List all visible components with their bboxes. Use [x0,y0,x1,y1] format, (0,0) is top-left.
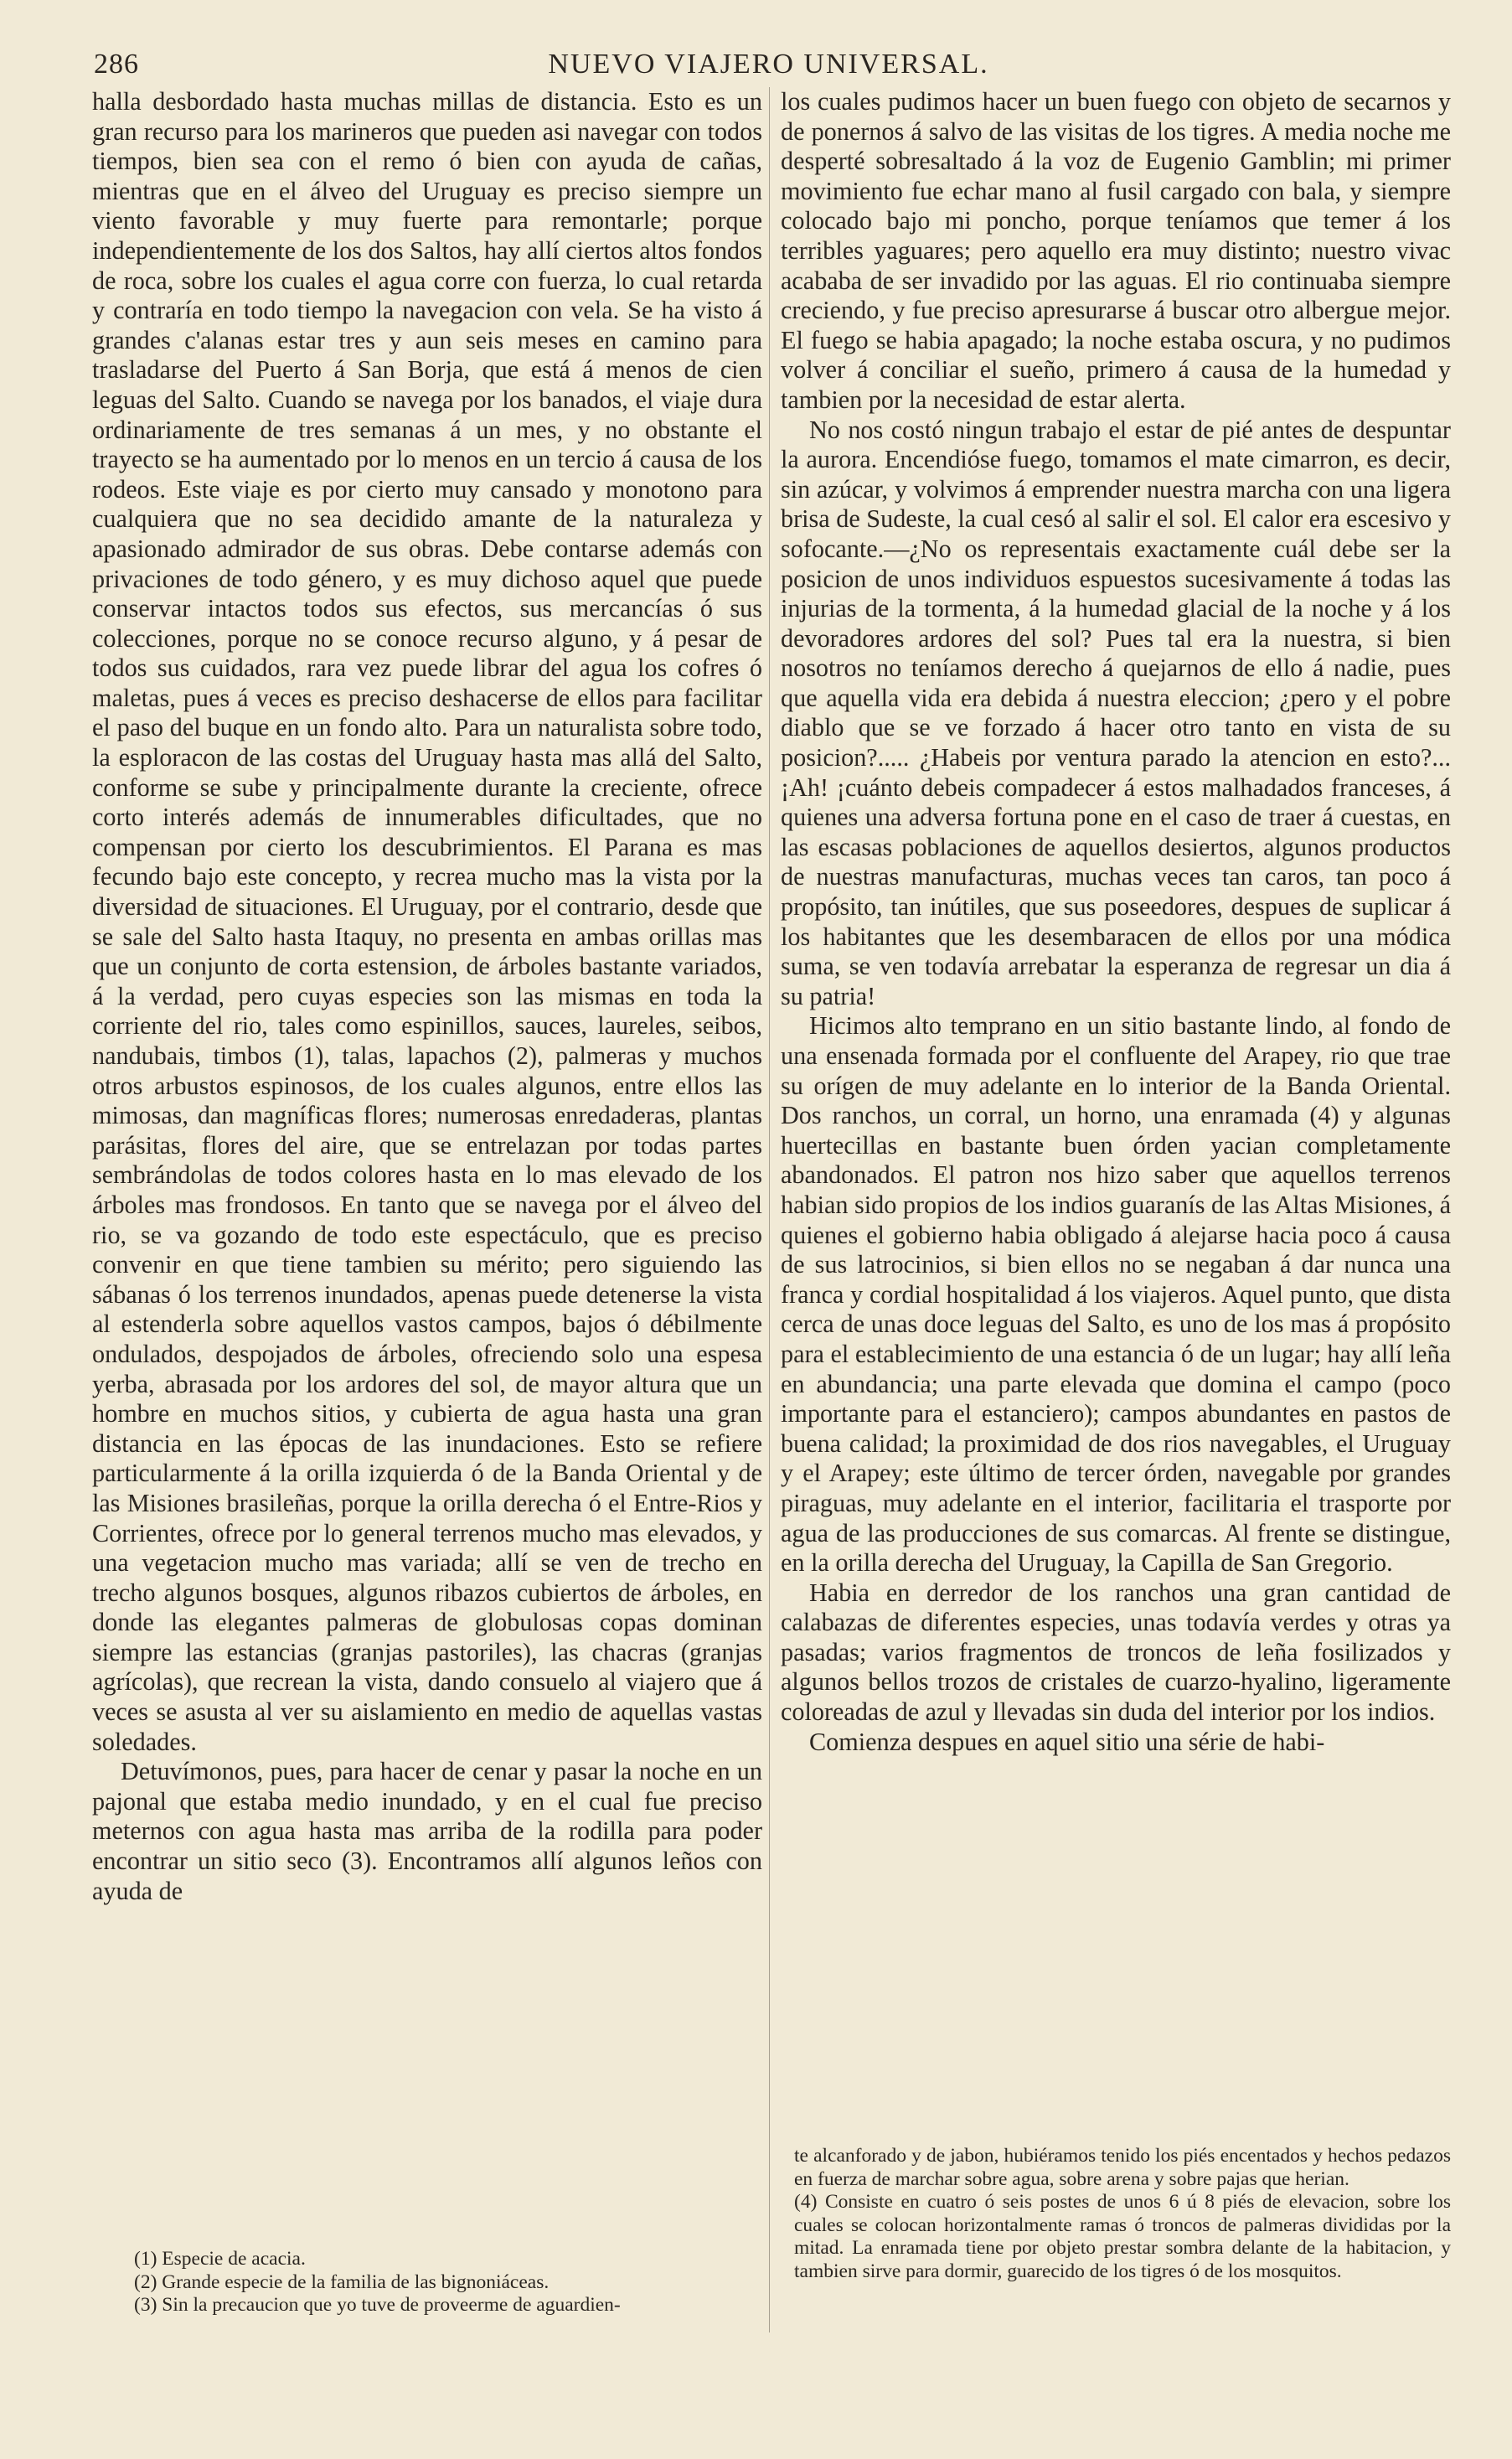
right-paragraph-5: Comienza despues en aquel sitio una série de habi- [809,1727,1325,1756]
page-header [92,49,1445,89]
footnote-3-continued: te alcanforado y de jabon, hubiéramos tenido los piés encentados y hechos pedazos en fuerza de marchar sobre agua, sobre arena y sobre pajas que herian. [794,2145,1451,2190]
left-column [92,87,762,1906]
page-number: 286 [94,49,139,80]
footnotes-left [134,2248,762,2317]
left-paragraph-1: halla desbordado hasta muchas millas de distancia. Esto es un gran recurso para los marineros que pueden asi navegar con todos tiempos, bien sea con el remo ó bien con ayuda de cañas, mientras que en el álveo del Uruguay es preciso siempre un viento favorable y muy fuerte para remontarle; porque independientemente de los dos Saltos, hay allí ciertos altos fondos de roca, sobre los cuales el agua corre con fuerza, lo cual retarda y contraría en todo tiempo la navegacion con vela. Se ha visto á grandes c'alanas estar tres y aun seis meses en camino para trasladarse del Puerto á San Borja, que está á menos de cien leguas del Salto. Cuando se navega por los banados, el viaje dura ordinariamente de tres semanas á un mes, y no obstante el trayecto se ha aumentado por lo menos en un tercio á causa de los rodeos. Este viaje es por cierto muy cansado y monotono para cualquiera que no sea decidido amante de la naturaleza y apasionado admirador de sus obras. Debe contarse además con privaciones de todo género, y es muy dichoso aquel que puede conservar intactos todos sus efectos, sus mercancías ó sus colecciones, porque no se conoce recurso alguno, y á pesar de todos sus cuidados, rara vez puede librar del agua los cofres ó maletas, pues á veces es preciso deshacerse de ellos para facilitar el paso del buque en un fondo alto. Para un naturalista sobre todo, la esploracon de las costas del Uruguay hasta mas allá del Salto, conforme se sube y principalmente durante la creciente, ofrece corto interés además de innumerables dificultades, que no compensan por cierto los descubrimientos. El Parana es mas fecundo bajo este concepto, y recrea mucho mas la vista por la diversidad de situaciones. El Uruguay, por el contrario, desde que se sale del Salto hasta Itaquy, no presenta en ambas orillas mas que un conjunto de corta estension, de árboles bastante variados, á la verdad, pero cuyas especies son las mismas en toda la corriente del rio, tales como espinillos, sauces, laureles, seibos, nandubais, timbos (1), talas, lapachos (2), palmeras y muchos otros arbustos espinosos, de los cuales algunos, entre ellos las mimosas, dan magníficas flores; numerosas enredaderas, plantas parásitas, flores del aire, que se entrelazan por todas partes sembrándolas de todos colores hasta en lo mas elevado de los árboles mas frondosos. En tanto que se navega por el álveo del rio, se va gozando de todo este espectáculo, que es preciso convenir en que tiene tambien su mérito; pero siguiendo las sábanas ó los terrenos inundados, apenas puede detenerse la vista al estenderla sobre aquellos vastos campos, bajos ó débilmente ondulados, despojados de árboles, ofreciendo solo una espesa yerba, abrasada por los ardores del sol, de mayor altura que un hombre en muchos sitios, y cubierta de agua hasta una gran distancia en las épocas de las inundaciones. Esto se refiere particularmente á la orilla izquierda ó de la Banda Oriental y de las Misiones brasileñas, porque la orilla derecha ó el Entre-Rios y Corrientes, ofrece por lo general terrenos mucho mas elevados, y una vegetacion mucho mas variada; allí se ven de trecho en trecho algunos bosques, algunos ribazos cubiertos de árboles, en donde las elegantes palmeras de globulosas copas dominan siempre las estancias (granjas pastoriles), las chacras (granjas agrícolas), que recrean la vista, dando consuelo al viajero que á veces se asusta al ver su aislamiento en medio de aquellas vastas soledades. [92,87,762,1756]
right-column [781,87,1451,1757]
footnote-1: (1) Especie de acacia. [134,2248,306,2270]
right-paragraph-1: los cuales pudimos hacer un buen fuego con objeto de secarnos y de ponernos á salvo de las visitas de los tigres. A media noche me desperté sobresaltado á la voz de Eugenio Gamblin; mi primer movimiento fue echar mano al fusil cargado con bala, y siempre colocado bajo mi poncho, porque teníamos que temer á los terribles yaguares; pero aquello era muy distinto; nuestro vivac acababa de ser invadido por las aguas. El rio continuaba siempre creciendo, y fue preciso apresurarse á buscar otro albergue mejor. El fuego se habia apagado; la noche estaba oscura, y no pudimos volver á conciliar el sueño, primero á causa de la humedad y tambien por la necesidad de estar alerta. [781,87,1451,414]
footnotes-right [794,2145,1451,2283]
column-divider [769,87,770,2332]
right-paragraph-2: No nos costó ningun trabajo el estar de pié antes de despuntar la aurora. Encendióse fuego, tomamos el mate cimarron, es decir, sin azúcar, y volvimos á emprender nuestra marcha con una ligera brisa de Sudeste, la cual cesó al salir el sol. El calor era escesivo y sofocante.—¿No os representais exactamente cuál debe ser la posicion de unos individuos espuestos sucesivamente á todas las injurias de la tormenta, á la humedad glacial de la noche y á los devoradores ardores del sol? Pues tal era la nuestra, si bien nosotros no teníamos derecho á quejarnos de ello á nadie, pues que aquella vida era debida á nuestra eleccion; ¿pero y el pobre diablo que se ve forzado á hacer otro tanto en vista de su posicion?..... ¿Habeis por ventura parado la atencion en esto?... ¡Ah! ¡cuánto debeis compadecer á estos malhadados franceses, á quienes una adversa fortuna pone en el caso de traer á cuestas, en las escasas poblaciones de aquellos desiertos, algunos productos de nuestras manufacturas, muchas veces tan caros, tan poco á propósito, tan inútiles, que sus poseedores, despues de suplicar á los habitantes que les desembaracen de ellos por una módica suma, se ven todavía arrebatar la esperanza de regresar un dia á su patria! [781,415,1451,1010]
footnote-3: (3) Sin la precaucion que yo tuve de proveerme de aguardien- [134,2294,621,2316]
footnote-2: (2) Grande especie de la familia de las bignoniáceas. [134,2270,550,2293]
left-paragraph-2: Detuvímonos, pues, para hacer de cenar y pasar la noche en un pajonal que estaba medio inundado, y en el cual fue preciso meternos con agua hasta mas arriba de la rodilla para poder encontrar un sitio seco (3). Encontramos allí algunos leños con ayuda de [92,1757,762,1905]
footnote-4: (4) Consiste en cuatro ó seis postes de unos 6 ú 8 piés de elevacion, sobre los cuales se colocan horizontalmente ramas ó troncos de palmeras divididas por la mitad. La enramada tiene por objeto prestar sombra delante de la habitacion, y tambien sirve para dormir, guarecido de los tigres ó de los mosquitos. [794,2191,1451,2282]
right-paragraph-3: Hicimos alto temprano en un sitio bastante lindo, al fondo de una ensenada formada por el confluente del Arapey, rio que trae su orígen de muy adelante en lo interior de la Banda Oriental. Dos ranchos, un corral, un horno, una enramada (4) y algunas huertecillas en bastante buen órden yacian completamente abandonados. El patron nos hizo saber que aquellos terrenos habian sido propios de los indios guaranís de las Altas Misiones, á quienes el gobierno habia obligado á alejarse hacia poco á causa de sus latrocinios, si bien ellos no se negaban á dar nunca una franca y cordial hospitalidad á los viajeros. Aquel punto, que dista cerca de unas doce leguas del Salto, es uno de los mas á propósito para el establecimiento de una estancia ó de un lugar; hay allí leña en abundancia; una parte elevada que domina el campo (poco importante para el estanciero); campos abundantes en pastos de buena calidad; la proximidad de dos rios navegables, el Uruguay y el Arapey; este último de tercer órden, navegable por grandes piraguas, muy adelante en el interior, facilitaria el trasporte por agua de las producciones de sus comarcas. Al frente se distingue, en la orilla derecha del Uruguay, la Capilla de San Gregorio. [781,1011,1451,1578]
running-title: NUEVO VIAJERO UNIVERSAL. [548,49,989,80]
right-paragraph-4: Habia en derredor de los ranchos una gran cantidad de calabazas de diferentes especies, unas todavía verdes y otras ya pasadas; varios fragmentos de troncos de leña fosilizados y algunos bellos trozos de cristales de cuarzo-hyalino, ligeramente coloreadas de azul y llevadas sin duda del interior por los indios. [781,1578,1451,1727]
